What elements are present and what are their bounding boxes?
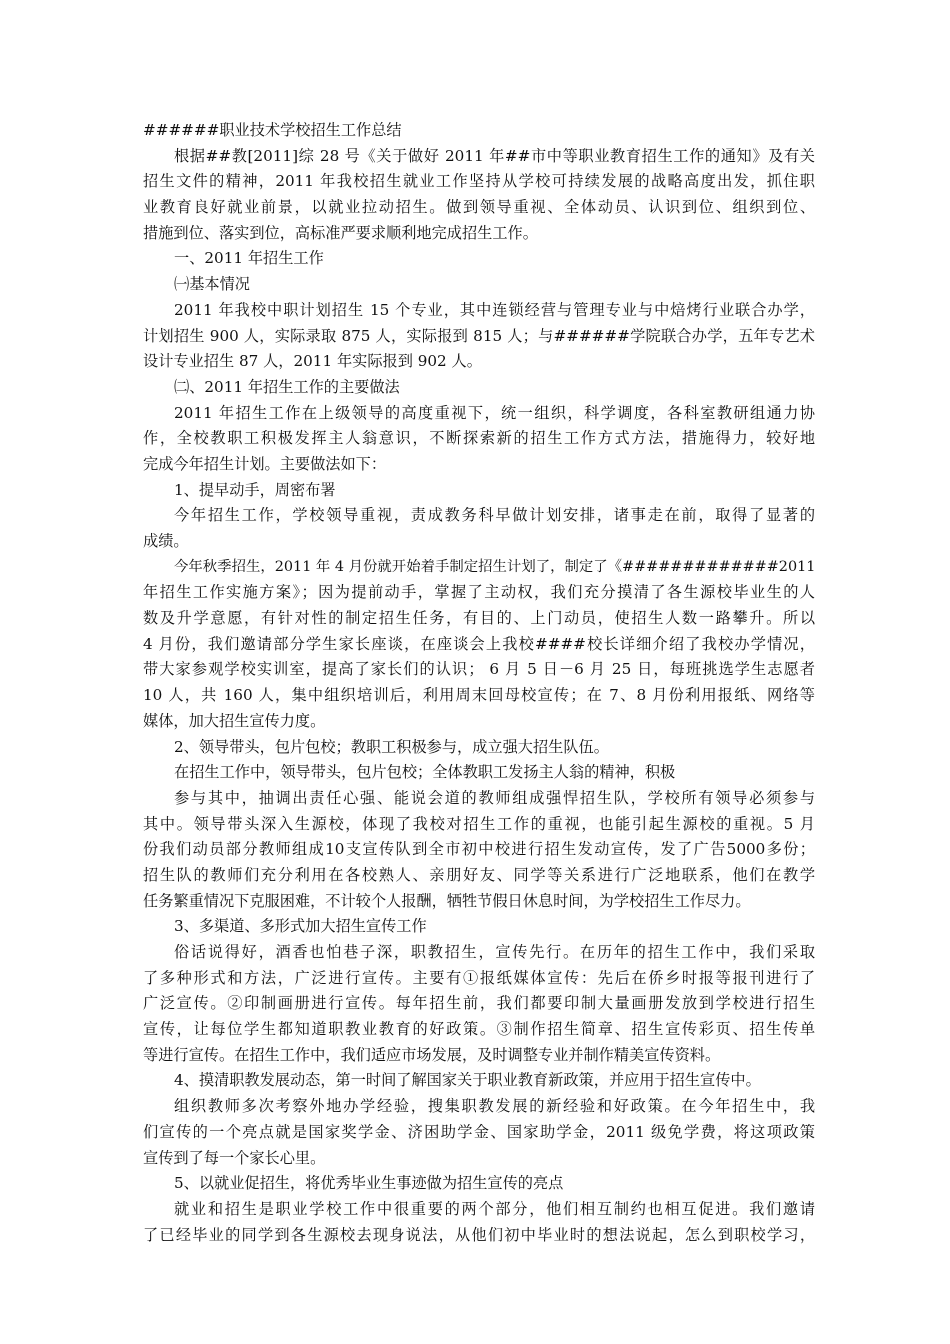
text-line: 今年招生工作，学校领导重视，责成教务科早做计划安排，诸事走在前，取得了显著的 xyxy=(174,506,815,525)
text-line: 组织教师多次考察外地办学经验，搜集职教发展的新经验和好政策。在今年招生中，我 xyxy=(174,1097,815,1116)
text-line: 了已经毕业的同学到各生源校去现身说法，从他们初中毕业时的想法说起，怎么到职校学习， xyxy=(143,1225,815,1244)
text-line: 宣传，让每位学生都知道职教业教育的好政策。③制作招生简章、招生宣传彩页、招生传单 xyxy=(143,1020,815,1039)
text-line: 俗话说得好，酒香也怕巷子深，职教招生，宣传先行。在历年的招生工作中，我们采取 xyxy=(174,943,815,961)
text-line: 们宣传的一个亮点就是国家奖学金、济困助学金、国家助学金，2011 级免学费，将这项政策 xyxy=(143,1122,815,1141)
text-line: 宣传到了每一个家长心里。 xyxy=(143,1148,326,1167)
text-line: 其中。领导带头深入生源校，体现了我校对招生工作的重视，也能引起生源校的重视。5 月 xyxy=(143,814,815,833)
text-line: 根据##教[2011]综 28 号《关于做好 2011 年##市中等职业教育招生工作的通知》及有关 xyxy=(174,146,815,165)
text-line: 2011 年我校中职计划招生 15 个专业，其中连锁经营与管理专业与中焙烤行业联合办学， xyxy=(174,300,815,319)
text-line: 参与其中，抽调出责任心强、能说会道的教师组成强悍招生队，学校所有领导必须参与 xyxy=(174,788,815,807)
text-line: 成绩。 xyxy=(143,532,189,550)
text-line: 计划招生 900 人，实际录取 875 人，实际报到 815 人；与######学院联合办学，五年专艺术 xyxy=(143,326,815,345)
text-line: 10 人，共 160 人，集中组织培训后，利用周末回母校宣传；在 7、8 月份利用报纸、网络等 xyxy=(143,686,815,705)
text-line: 任务繁重情况下克服困难，不计较个人报酬，牺牲节假日休息时间，为学校招生工作尽力。 xyxy=(143,891,751,910)
text-line: ㈠基本情况 xyxy=(174,275,250,294)
text-line: 招生队的教师们充分利用在各校熟人、亲朋好友、同学等关系进行广泛地联系，他们在教学 xyxy=(143,865,815,884)
text-line: 4 月份，我们邀请部分学生家长座谈，在座谈会上我校####校长详细介绍了我校办学情况， xyxy=(143,634,815,653)
text-line: 设计专业招生 87 人，2011 年实际报到 902 人。 xyxy=(143,352,482,371)
text-line: 措施到位、落实到位，高标准严要求顺利地完成招生工作。 xyxy=(143,223,538,242)
text-line: ㈡、2011 年招生工作的主要做法 xyxy=(174,377,400,396)
text-line: 今年秋季招生，2011 年 4 月份就开始着手制定招生计划了，制定了《#############2011 xyxy=(174,558,815,575)
text-line: 一、2011 年招生工作 xyxy=(174,249,324,268)
text-line: 2、领导带头，包片包校；教职工积极参与，成立强大招生队伍。 xyxy=(174,737,609,756)
document-page xyxy=(143,118,815,1248)
text-line: 1、提早动手，周密布署 xyxy=(174,480,336,499)
text-line: 广泛宣传。②印制画册进行宣传。每年招生前，我们都要印制大量画册发放到学校进行招生 xyxy=(143,994,815,1013)
text-line: 数及升学意愿，有针对性的制定招生任务，有目的、上门动员，使招生人数一路攀升。所以 xyxy=(143,609,815,628)
text-line: 在招生工作中，领导带头，包片包校；全体教职工发扬主人翁的精神，积极 xyxy=(174,763,676,782)
document-title: ######职业技术学校招生工作总结 xyxy=(143,121,402,139)
text-line: 2011 年招生工作在上级领导的高度重视下，统一组织，科学调度，各科室教研组通力协 xyxy=(174,403,815,422)
text-line: 招生文件的精神，2011 年我校招生就业工作坚持从学校可持续发展的战略高度出发，抓住职 xyxy=(143,172,815,191)
text-line: 了多种形式和方法，广泛进行宣传。主要有①报纸媒体宣传：先后在侨乡时报等报刊进行了 xyxy=(143,968,815,987)
text-line: 媒体，加大招生宣传力度。 xyxy=(143,711,326,730)
text-line: 作，全校教职工积极发挥主人翁意识，不断探索新的招生工作方式方法，措施得力，较好地 xyxy=(143,429,815,448)
text-line: 业教育良好就业前景，以就业拉动招生。做到领导重视、全体动员、认识到位、组织到位、 xyxy=(143,198,815,217)
text-line: 份我们动员部分教师组成10支宣传队到全市初中校进行招生发动宣传，发了广告5000多份； xyxy=(143,840,815,859)
text-line: 年招生工作实施方案》；因为提前动手，掌握了主动权，我们充分摸清了各生源校毕业生的人 xyxy=(143,583,815,602)
text-line: 就业和招生是职业学校工作中很重要的两个部分，他们相互制约也相互促进。我们邀请 xyxy=(174,1199,815,1218)
document-body xyxy=(143,144,815,1249)
text-line: 等进行宣传。在招生工作中，我们适应市场发展，及时调整专业并制作精美宣传资料。 xyxy=(143,1045,721,1064)
text-line: 5、以就业促招生，将优秀毕业生事迹做为招生宣传的亮点 xyxy=(174,1174,564,1193)
text-line: 带大家参观学校实训室，提高了家长们的认识； 6 月 5 日－6 月 25 日，每班挑选学生志愿者 xyxy=(143,660,815,679)
text-line: 完成今年招生计划。主要做法如下： xyxy=(143,454,386,473)
text-line: 4、摸清职教发展动态，第一时间了解国家关于职业教育新政策，并应用于招生宣传中。 xyxy=(174,1071,761,1090)
text-line: 3、多渠道、多形式加大招生宣传工作 xyxy=(174,917,427,936)
